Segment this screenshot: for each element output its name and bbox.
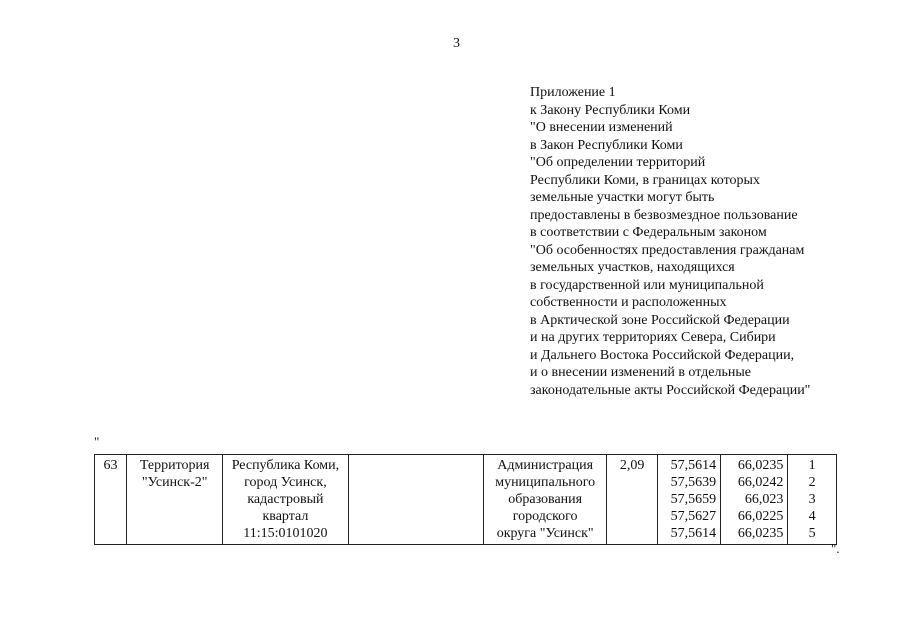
location-line: Республика Коми, (231, 458, 340, 473)
point-number: 2 (808, 475, 816, 490)
territory-cell (127, 455, 223, 545)
longitude-value: 66,0225 (737, 509, 784, 524)
administration-cell (484, 455, 607, 545)
latitude-value: 57,5614 (670, 458, 717, 473)
point-number: 1 (808, 458, 816, 473)
longitude-value: 66,0235 (737, 526, 784, 541)
longitude-cell (721, 455, 788, 545)
appendix-line: к Закону Республики Коми (530, 102, 691, 118)
appendix-line: земельные участки могут быть (530, 190, 715, 205)
territory-line: Территория (139, 458, 210, 473)
location-line: 11:15:0101020 (243, 526, 328, 541)
location-line: город Усинск, (244, 475, 327, 490)
appendix-line: в соответствии с Федеральным законом (530, 225, 767, 240)
appendix-line: и Дальнего Востока Российской Федерации, (530, 347, 795, 363)
appendix-line: в государственной или муниципальной (530, 277, 764, 293)
point-number: 5 (808, 526, 816, 541)
open-quote: " (94, 434, 100, 449)
area-value: 2,09 (619, 458, 645, 473)
latitude-value: 57,5614 (670, 526, 717, 541)
empty-cell (348, 455, 484, 545)
table-row (95, 455, 837, 545)
appendix-line: земельных участков, находящихся (530, 260, 735, 275)
latitude-value: 57,5659 (670, 492, 717, 507)
row-number-cell (95, 455, 127, 545)
appendix-line: предоставлены в безвозмездное пользование (530, 207, 798, 223)
appendix-line: Республики Коми, в границах которых (530, 172, 760, 188)
administration-line: Администрация (497, 458, 594, 473)
point-number-cell (788, 455, 837, 545)
administration-line: округа "Усинск" (496, 526, 594, 541)
page-number: 3 (453, 36, 460, 51)
latitude-value: 57,5627 (670, 509, 717, 524)
administration-line: образования (508, 492, 583, 507)
administration-line: городского (512, 509, 578, 524)
land-plots-table (94, 454, 837, 545)
appendix-line: законодательные акты Российской Федерации" (530, 382, 811, 398)
appendix-line: и о внесении изменений в отдельные (530, 365, 751, 380)
longitude-value: 66,0235 (737, 458, 784, 473)
row-number: 63 (103, 458, 118, 473)
latitude-cell (657, 455, 720, 545)
location-cell (223, 455, 348, 545)
appendix-line: в Закон Республики Коми (530, 137, 683, 153)
latitude-value: 57,5639 (670, 475, 717, 490)
appendix-line: "Об определении территорий (530, 155, 706, 170)
point-number: 3 (808, 492, 816, 507)
appendix-line: Приложение 1 (530, 85, 616, 100)
appendix-line: "О внесении изменений (530, 120, 673, 135)
area-cell (607, 455, 658, 545)
location-line: кадастровый (247, 492, 324, 507)
appendix-line: и на других территориях Севера, Сибири (530, 330, 776, 345)
close-quote: ". (831, 541, 840, 556)
longitude-value: 66,0242 (737, 475, 784, 490)
location-line: квартал (262, 509, 309, 524)
point-number: 4 (808, 509, 816, 524)
appendix-line: в Арктической зоне Российской Федерации (530, 312, 790, 328)
appendix-line: собственности и расположенных (530, 295, 727, 310)
administration-line: муниципального (495, 475, 596, 490)
territory-line: "Усинск-2" (141, 475, 208, 490)
longitude-value: 66,023 (744, 492, 784, 507)
appendix-line: "Об особенностях предоставления гражданам (530, 242, 805, 258)
appendix-header (530, 84, 890, 399)
